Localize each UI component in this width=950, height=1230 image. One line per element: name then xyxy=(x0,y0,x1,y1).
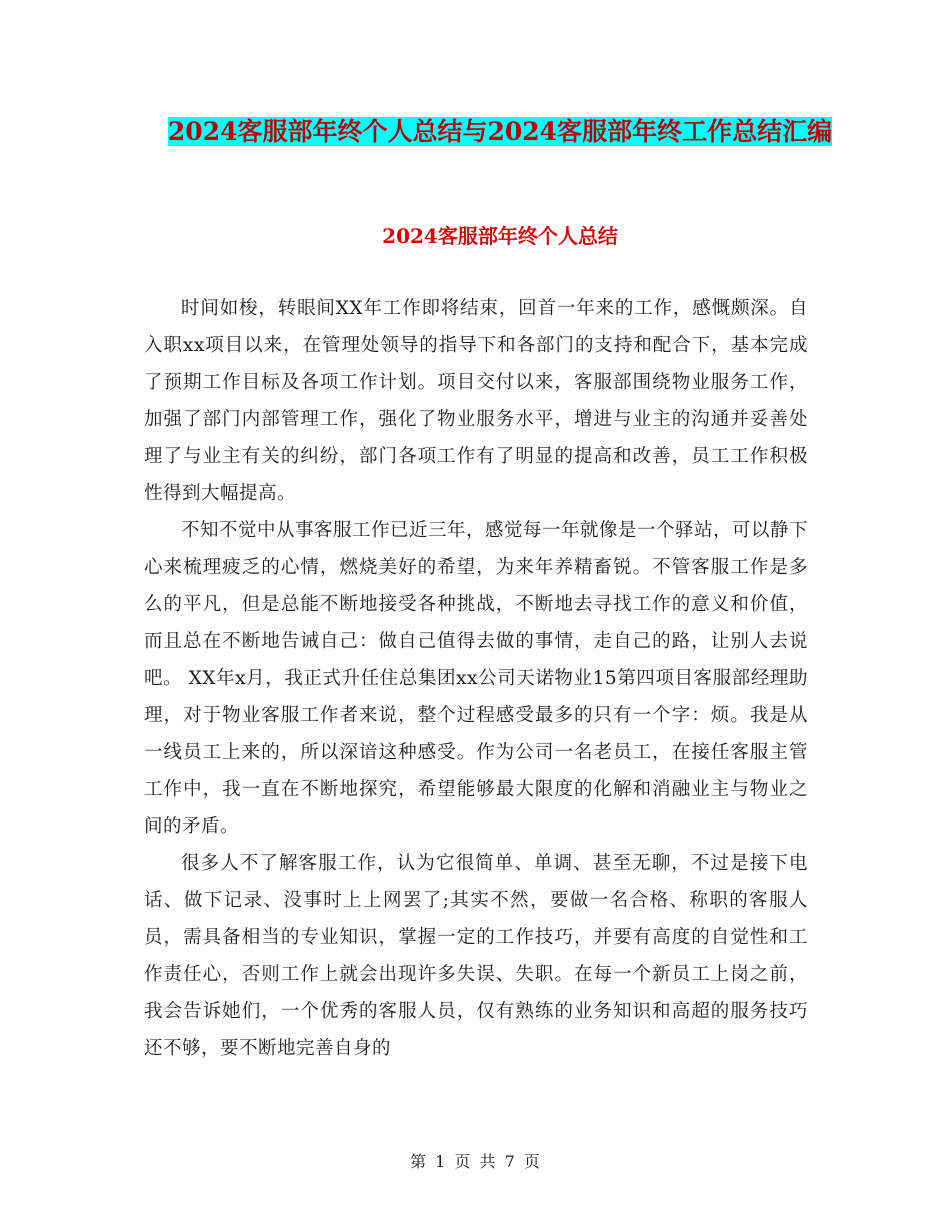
section-title: 2024客服部年终个人总结 xyxy=(382,224,618,248)
document-body xyxy=(144,290,808,1067)
body-paragraph: 时间如梭，转眼间XX年工作即将结束，回首一年来的工作，感慨颇深。自入职xx项目以来，在管理处领导的指导下和各部门的支持和配合下，基本完成了预期工作目标及各项工作计划。项目交付以来，客服部围绕物业服务工作，加强了部门内部管理工作，强化了物业服务水平，增进与业主的沟通并妥善处理了与业主有关的纠纷，部门各项工作有了明显的提高和改善，员工工作积极性得到大幅提高。 xyxy=(144,298,808,504)
body-paragraph: 很多人不了解客服工作，认为它很简单、单调、甚至无聊，不过是接下电话、做下记录、没事时上上网罢了;其实不然，要做一名合格、称职的客服人员，需具备相当的专业知识，掌握一定的工作技巧，并要有高度的自觉性和工作责任心，否则工作上就会出现许多失误、失职。在每一个新员工上岗之前，我会告诉她们，一个优秀的客服人员，仅有熟练的业务知识和高超的服务技巧还不够，要不断地完善自身的 xyxy=(144,853,808,1059)
document-title xyxy=(140,108,860,156)
document-title-text: 2024客服部年终个人总结与2024客服部年终工作总结汇编 xyxy=(167,117,833,146)
page-number-footer: 第 1 页 共 7 页 xyxy=(410,1152,540,1171)
body-paragraph: 不知不觉中从事客服工作已近三年，感觉每一年就像是一个驿站，可以静下心来梳理疲乏的心情，燃烧美好的希望，为来年养精畜锐。不管客服工作是多么的平凡，但是总能不断地接受各种挑战，不断地去寻找工作的意义和价值，而且总在不断地告诫自己：做自己值得去做的事情，走自己的路，让别人去说吧。 XX年x月，我正式升任住总集团xx公司天诺物业15第四项目客服部经理助理，对于物业客服工作者来说，整个过程感受最多的只有一个字：烦。我是从一线员工上来的，所以深谙这种感受。作为公司一名老员工，在接任客服主管工作中，我一直在不断地探究，希望能够最大限度的化解和消融业主与物业之间的矛盾。 xyxy=(144,520,809,837)
